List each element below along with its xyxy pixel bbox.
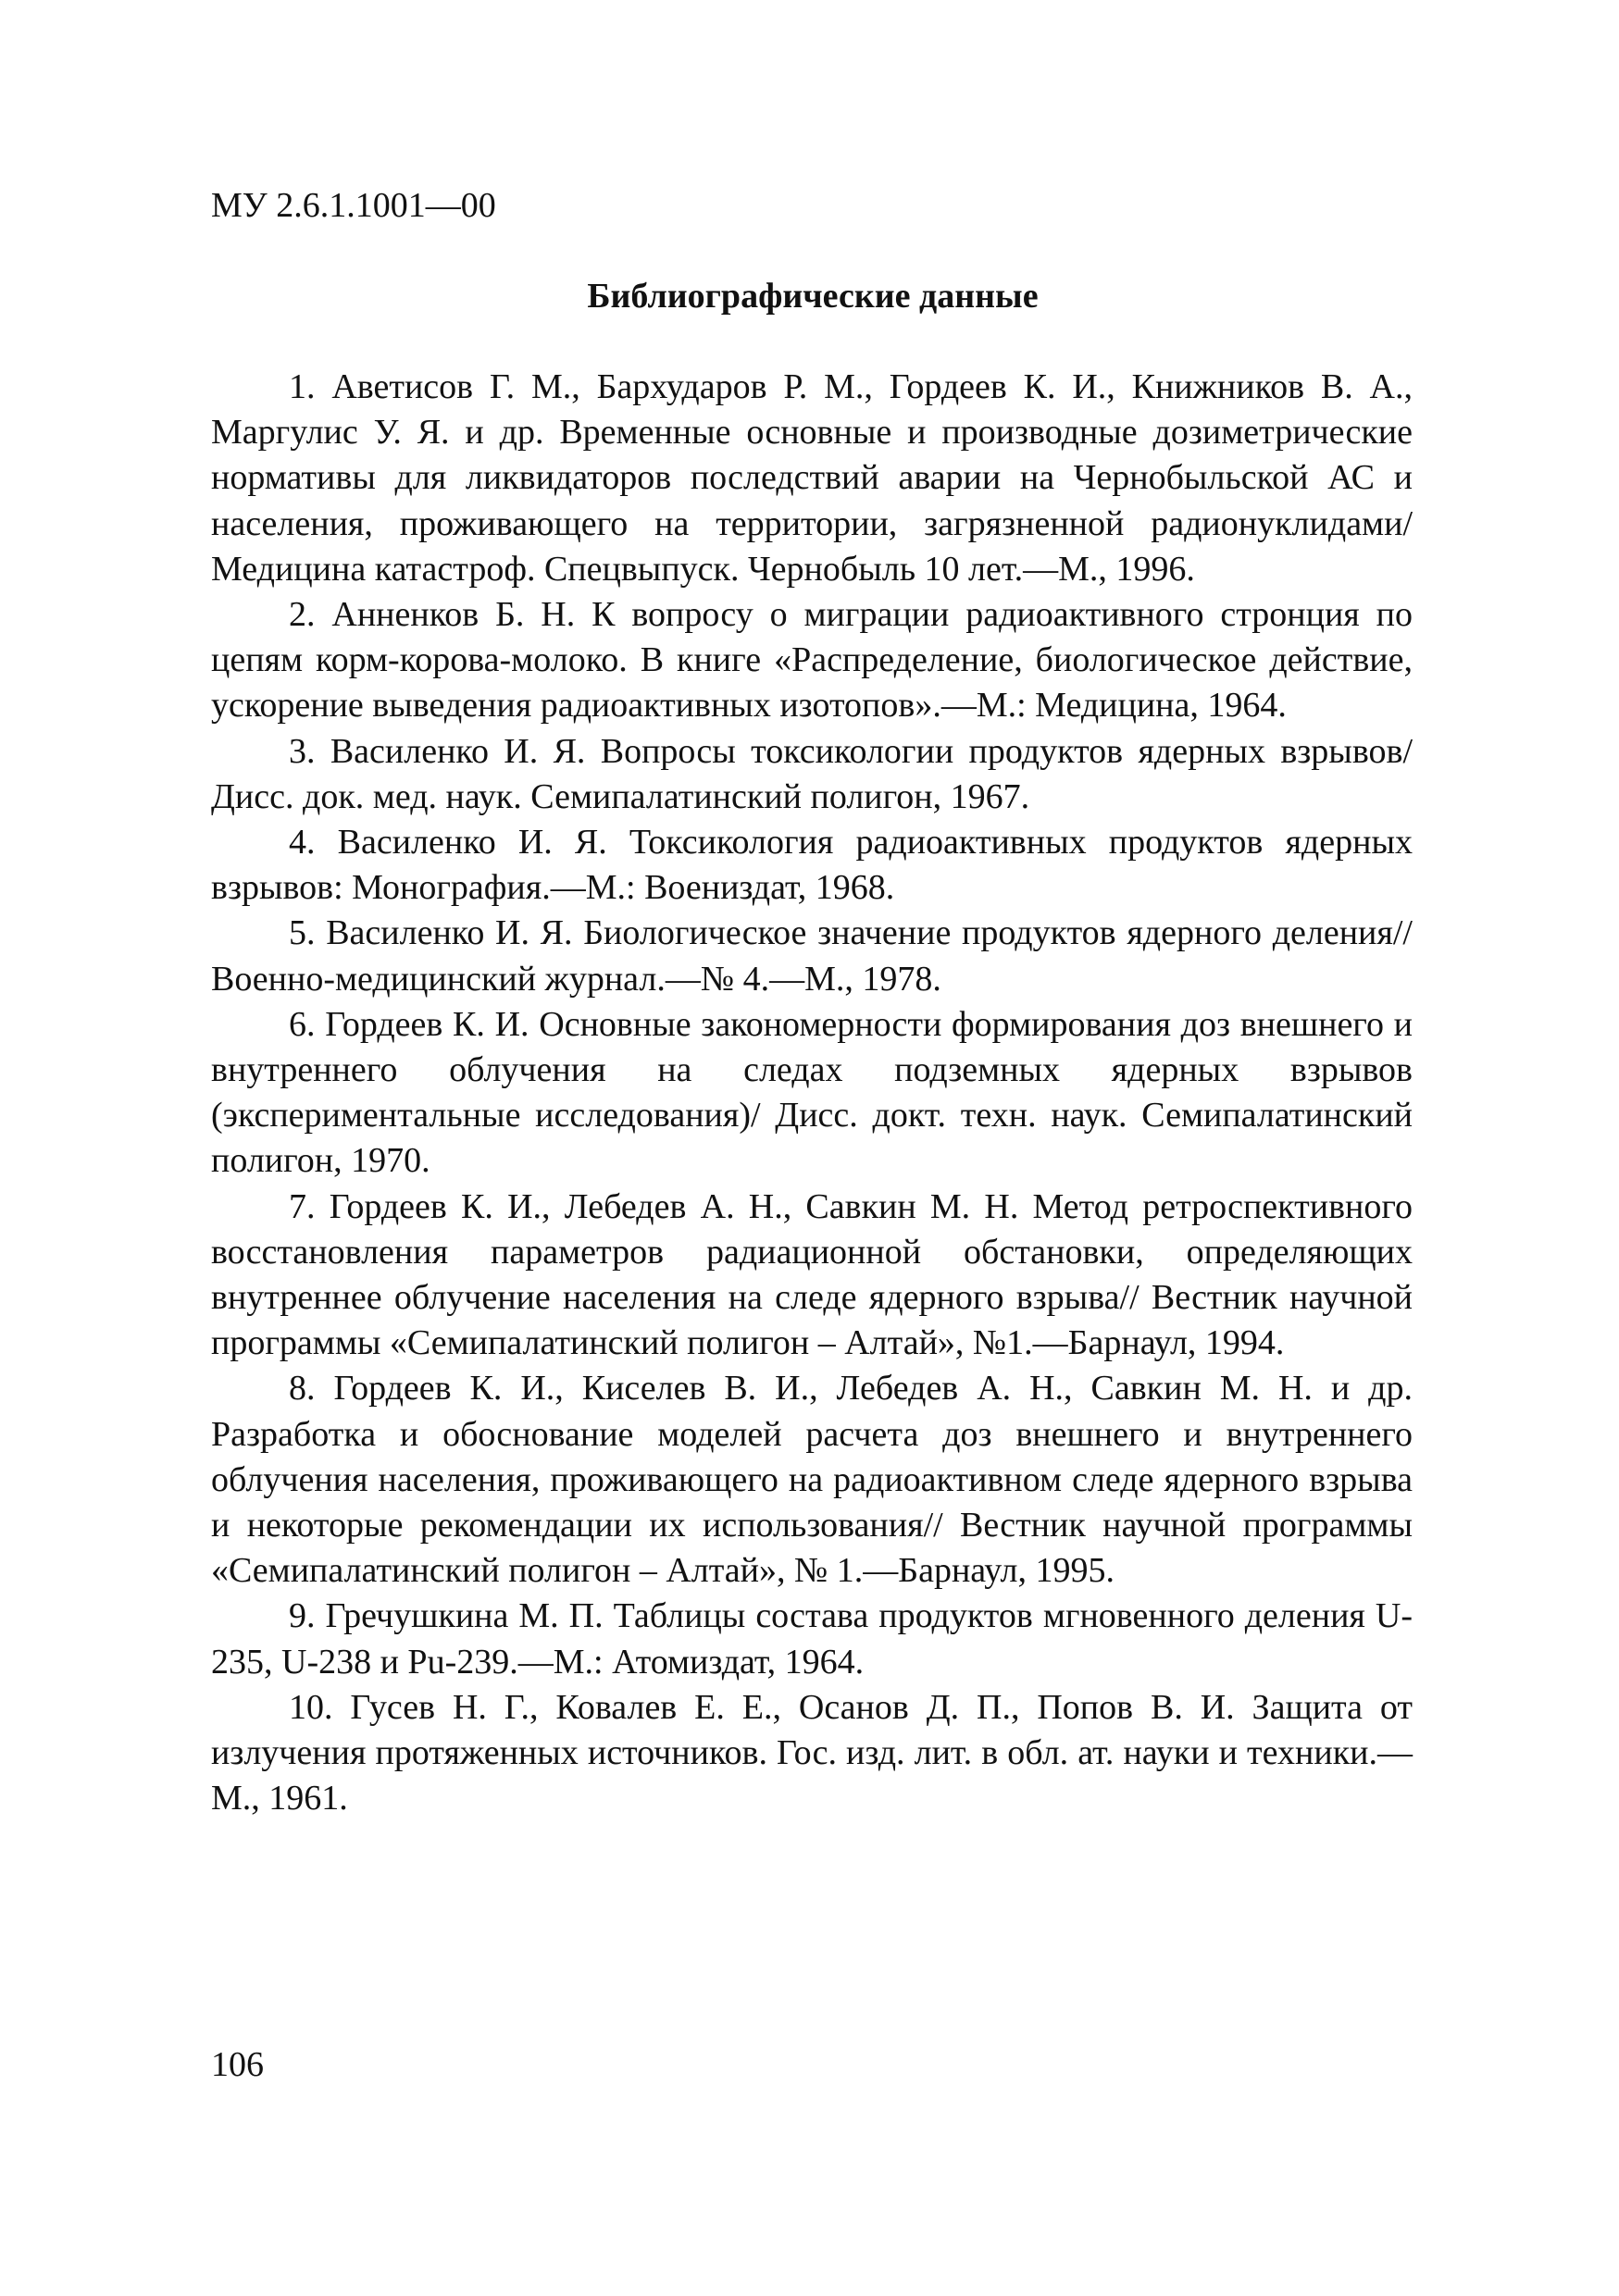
reference-item-10: 10. Гусев Н. Г., Ковалев Е. Е., Осанов Д. П., Попов В. И. Защита от излучения протяженных источников. Гос. изд. лит. в обл. ат. науки и техники.—М., 1961. (211, 1687, 1413, 1818)
section-title: Библиографические данные (587, 277, 1039, 316)
reference-item-2: 2. Анненков Б. Н. К вопросу о миграции радиоактивного стронция по цепям корм-корова-молоко. В книге «Распределение, биологическое действие, ускорение выведения радиоактивных изотопов».—М.: Медицина, 1964. (211, 595, 1413, 726)
reference-item-6: 6. Гордеев К. И. Основные закономерности формирования доз внешнего и внутреннего облучения на следах подземных ядерных взрывов (экспериментальные исследования)/ Дисс. докт. техн. наук. Семипалатинский полигон, 1970. (211, 1004, 1413, 1181)
reference-item-4: 4. Василенко И. Я. Токсикология радиоактивных продуктов ядерных взрывов: Монография.—М.: Воениздат, 1968. (211, 823, 1413, 908)
reference-item-8: 8. Гордеев К. И., Киселев В. И., Лебедев А. Н., Савкин М. Н. и др. Разработка и обоснование моделей расчета доз внешнего и внутреннего облучения населения, проживающего на радиоактивном следе ядерного взрыва и некоторые рекомендации их использования// Вестник научной программы «Семипалатинский полигон – Алтай», № 1.—Барнаул, 1995. (211, 1369, 1413, 1591)
reference-item-7: 7. Гордеев К. И., Лебедев А. Н., Савкин М. Н. Метод ретроспективного восстановления параметров радиационной обстановки, определяющих внутреннее облучение населения на следе ядерного взрыва// Вестник научной программы «Семипалатинский полигон – Алтай», №1.—Барнаул, 1994. (211, 1186, 1413, 1363)
reference-item-5: 5. Василенко И. Я. Биологическое значение продуктов ядерного деления// Военно-медицинский журнал.—№ 4.—М., 1978. (211, 913, 1413, 999)
reference-item-1: 1. Аветисов Г. М., Бархударов Р. М., Гордеев К. И., Книжников В. А., Маргулис У. Я. и др. Временные основные и производные дозиметрические нормативы для ликвидаторов последствий аварии на Чернобыльской АС и населения, проживающего на территории, загрязненной радионуклидами/ Медицина катастроф. Спецвыпуск. Чернобыль 10 лет.—М., 1996. (211, 367, 1413, 589)
page-number: 106 (211, 2045, 264, 2084)
reference-item-3: 3. Василенко И. Я. Вопросы токсикологии продуктов ядерных взрывов/ Дисс. док. мед. наук. Семипалатинский полигон, 1967. (211, 731, 1413, 816)
reference-item-9: 9. Гречушкина М. П. Таблицы состава продуктов мгновенного деления U-235, U-238 и Pu-239.—М.: Атомиздат, 1964. (211, 1596, 1413, 1682)
reference-list (211, 365, 1413, 1822)
document-code: МУ 2.6.1.1001—00 (211, 186, 496, 225)
